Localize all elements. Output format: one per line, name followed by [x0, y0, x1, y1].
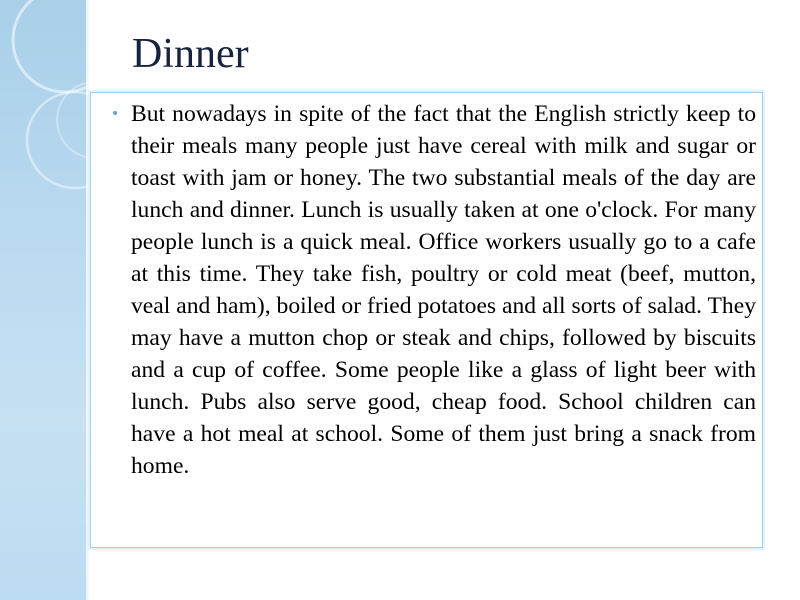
- body-paragraph: But nowadays in spite of the fact that the English strictly keep to their meals many people just have cereal with milk and sugar or toast with jam or honey. The two substantial meals of the day are lunch and dinner. Lunch is usually taken at one o'clock. For many people lunch is a quick meal. Office workers usually go to a cafe at this time. They take fish, poultry or cold meat (beef, mutton, veal and ham), boiled or fried potatoes and all sorts of salad. They may have a mutton chop or steak and chips, followed by biscuits and a cup of coffee. Some people like a glass of light beer with lunch. Pubs also serve good, cheap food. School children can have a hot meal at school. Some of them just bring a snack from home.: [131, 101, 756, 479]
- bullet-marker: •: [111, 106, 120, 122]
- decorative-swirl: [0, 0, 95, 210]
- slide-title: Dinner: [132, 31, 249, 77]
